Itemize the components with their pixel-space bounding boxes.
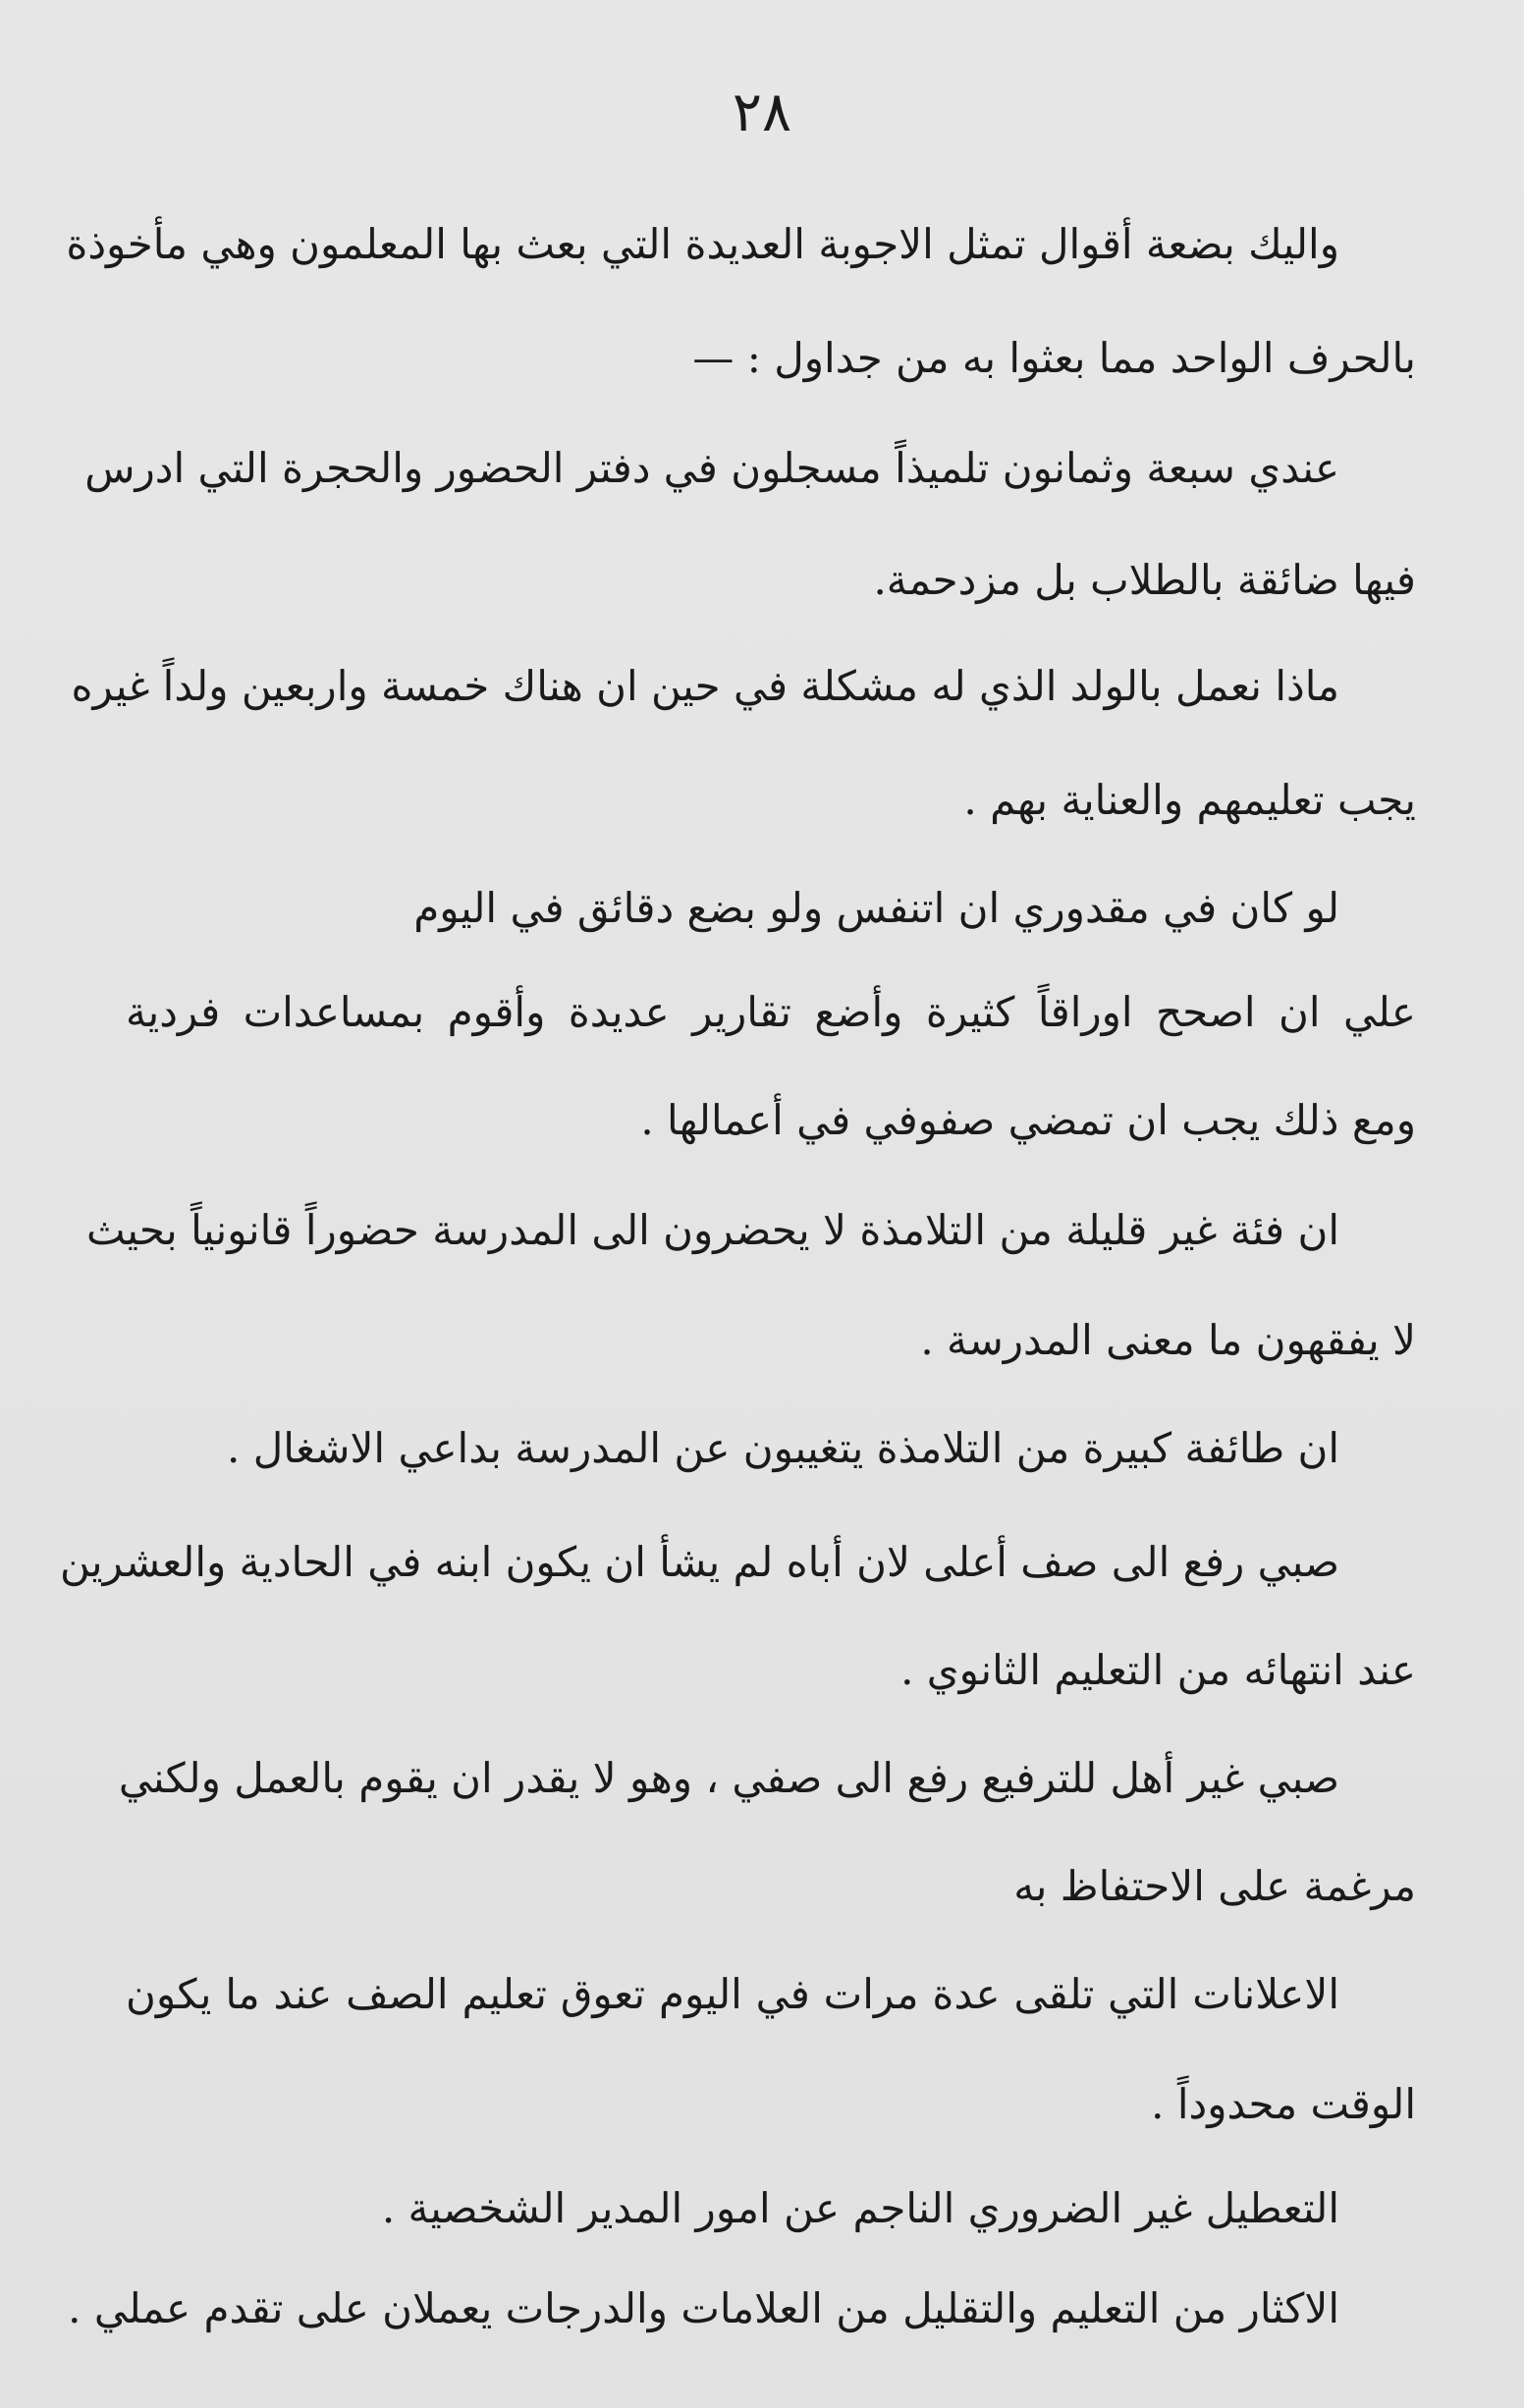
text-line: لو كان في مقدوري ان اتنفس ولو بضع دقائق في اليوم xyxy=(413,884,1339,932)
text-line: التعطيل غير الضروري الناجم عن امور المدير الشخصية . xyxy=(381,2184,1339,2232)
text-line: عند انتهائه من التعليم الثانوي . xyxy=(900,1646,1416,1694)
text-line: صبي غير أهل للترفيع رفع الى صفي ، وهو لا يقدر ان يقوم بالعمل ولكني xyxy=(118,1754,1339,1802)
text-line: الاعلانات التي تلقى عدة مرات في اليوم تعوق تعليم الصف عند ما يكون xyxy=(126,1970,1339,2018)
text-line: الاكثار من التعليم والتقليل من العلامات والدرجات يعملان على تقدم عملي . xyxy=(68,2284,1339,2332)
text-line: ان طائفة كبيرة من التلامذة يتغيبون عن المدرسة بداعي الاشغال . xyxy=(227,1424,1339,1472)
text-line: يجب تعليمهم والعناية بهم . xyxy=(963,776,1416,824)
text-line: لا يفقهون ما معنى المدرسة . xyxy=(920,1316,1416,1364)
text-line: ومع ذلك يجب ان تمضي صفوفي في أعمالها . xyxy=(640,1096,1416,1144)
text-line: الوقت محدوداً . xyxy=(1151,2080,1416,2128)
text-line: مرغمة على الاحتفاظ به xyxy=(1013,1862,1416,1910)
text-line: عندي سبعة وثمانون تلميذاً مسجلون في دفتر الحضور والحجرة التي ادرس xyxy=(84,444,1339,492)
page-number: ٢٨ xyxy=(732,81,792,144)
text-line: صبي رفع الى صف أعلى لان أباه لم يشأ ان يكون ابنه في الحادية والعشرين xyxy=(59,1538,1339,1586)
text-line: بالحرف الواحد مما بعثوا به من جداول : — xyxy=(692,334,1416,382)
text-line: واليك بضعة أقوال تمثل الاجوبة العديدة التي بعث بها المعلمون وهي مأخوذة xyxy=(66,220,1339,268)
text-line: ماذا نعمل بالولد الذي له مشكلة في حين ان هناك خمسة واربعين ولداً غيره xyxy=(71,662,1339,710)
text-line: ان فئة غير قليلة من التلامذة لا يحضرون الى المدرسة حضوراً قانونياً بحيث xyxy=(86,1206,1339,1254)
text-line: فيها ضائقة بالطلاب بل مزدحمة. xyxy=(873,556,1416,604)
text-line: علي ان اصحح اوراقاً كثيرة وأضع تقارير عديدة وأقوم بمساعدات فردية xyxy=(126,988,1416,1036)
